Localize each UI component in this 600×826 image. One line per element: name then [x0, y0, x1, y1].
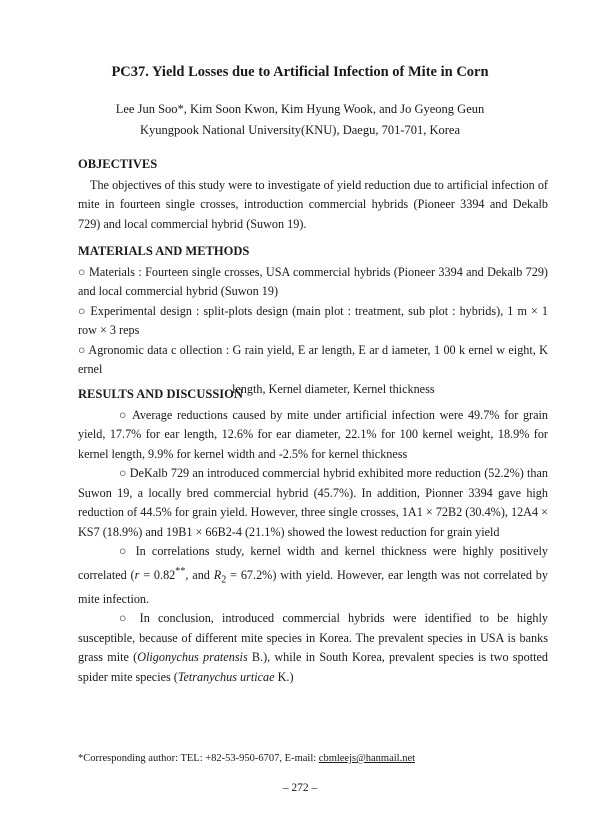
design-item: ○ Experimental design : split-plots design (main plot : treatment, sub plot : hybrids), 1 m × 1 row × 3 reps [78, 303, 548, 337]
species-name: Tetranychus urticae [177, 669, 275, 684]
page-number: – 272 – [282, 782, 318, 794]
methods-heading: MATERIALS AND METHODS [78, 244, 250, 258]
results-heading: RESULTS AND DISCUSSION [78, 387, 243, 401]
results-paragraph-4: ○ In conclusion, introduced commercial hybrids were identified to be highly susceptible, because of different mite species in Korea. The prevalent species in USA is banks grass mite (Oligonychus pratensis B.), while in South Korea, prevalent species is two spotted spider mite species (Tetranychus urticae K.) [78, 611, 548, 684]
results-paragraph-2: ○ DeKalb 729 an introduced commercial hybrid exhibited more reduction (52.2%) than Suwon 19, a locally bred commercial hybrid (45.7%). In addition, Pionner 3394 gave high reduction of 44.5% for grain yield. However, three single crosses, 1A1 × 72B2 (30.4%), 12A4 × KS7 (18.9%) and 19B1 × 66B2-4 (21.1%) showed the lowest reduction for grain yield [78, 466, 548, 539]
author-block [40, 99, 560, 141]
collection-item-continued: length, Kernel diameter, Kernel thickness [232, 381, 435, 396]
results-section [78, 385, 548, 687]
corresponding-author-footnote: *Corresponding author: TEL: +82-53-950-6707, E-mail: cbmleejs@hanmail.net [78, 753, 416, 764]
species-name: Oligonychus pratensis [137, 650, 248, 664]
affiliation: Kyungpook National University(KNU), Daegu, 701-701, Korea [139, 123, 461, 137]
results-paragraph-1: ○ Average reductions caused by mite under artificial infection were 49.7% for grain yield, 17.7% for ear length, 12.6% for ear diameter, 22.1% for 100 kernel weight, 18.9% for kernel length, 9.9% for kernel width and -2.5% for kernel thickness [78, 407, 548, 461]
paper-title: PC37. Yield Losses due to Artificial Infection of Mite in Corn [111, 64, 489, 80]
methods-section [78, 242, 548, 399]
objectives-text: The objectives of this study were to investigate of yield reduction due to artificial infection of mite in fourteen single crosses, introduction commercial hybrids (Pioneer 3394 and Dekalb 729) and local commercial hybrid (Suwon 19). [78, 177, 548, 231]
results-paragraph-3: ○ In correlations study, kernel width and kernel thickness were highly positively correlated (r = 0.82**, and $R_2 = 67.2\%$) with yield. However, ear length was not correlated by mite infection. [78, 544, 548, 606]
author-list: Lee Jun Soo*, Kim Soon Kwon, Kim Hyung Wook, and Jo Gyeong Geun [115, 102, 485, 116]
collection-item: ○ Agronomic data c ollection : G rain yield, E ar length, E ar d iameter, 1 00 k ernel w eight, K ernel [78, 342, 548, 376]
objectives-section [78, 155, 548, 234]
materials-item: ○ Materials : Fourteen single crosses, USA commercial hybrids (Pioneer 3394 and Dekalb 729) and local commercial hybrid (Suwon 19) [78, 264, 548, 298]
email-link[interactable]: cbmleejs@hanmail.net [318, 753, 416, 764]
objectives-heading: OBJECTIVES [78, 157, 158, 171]
